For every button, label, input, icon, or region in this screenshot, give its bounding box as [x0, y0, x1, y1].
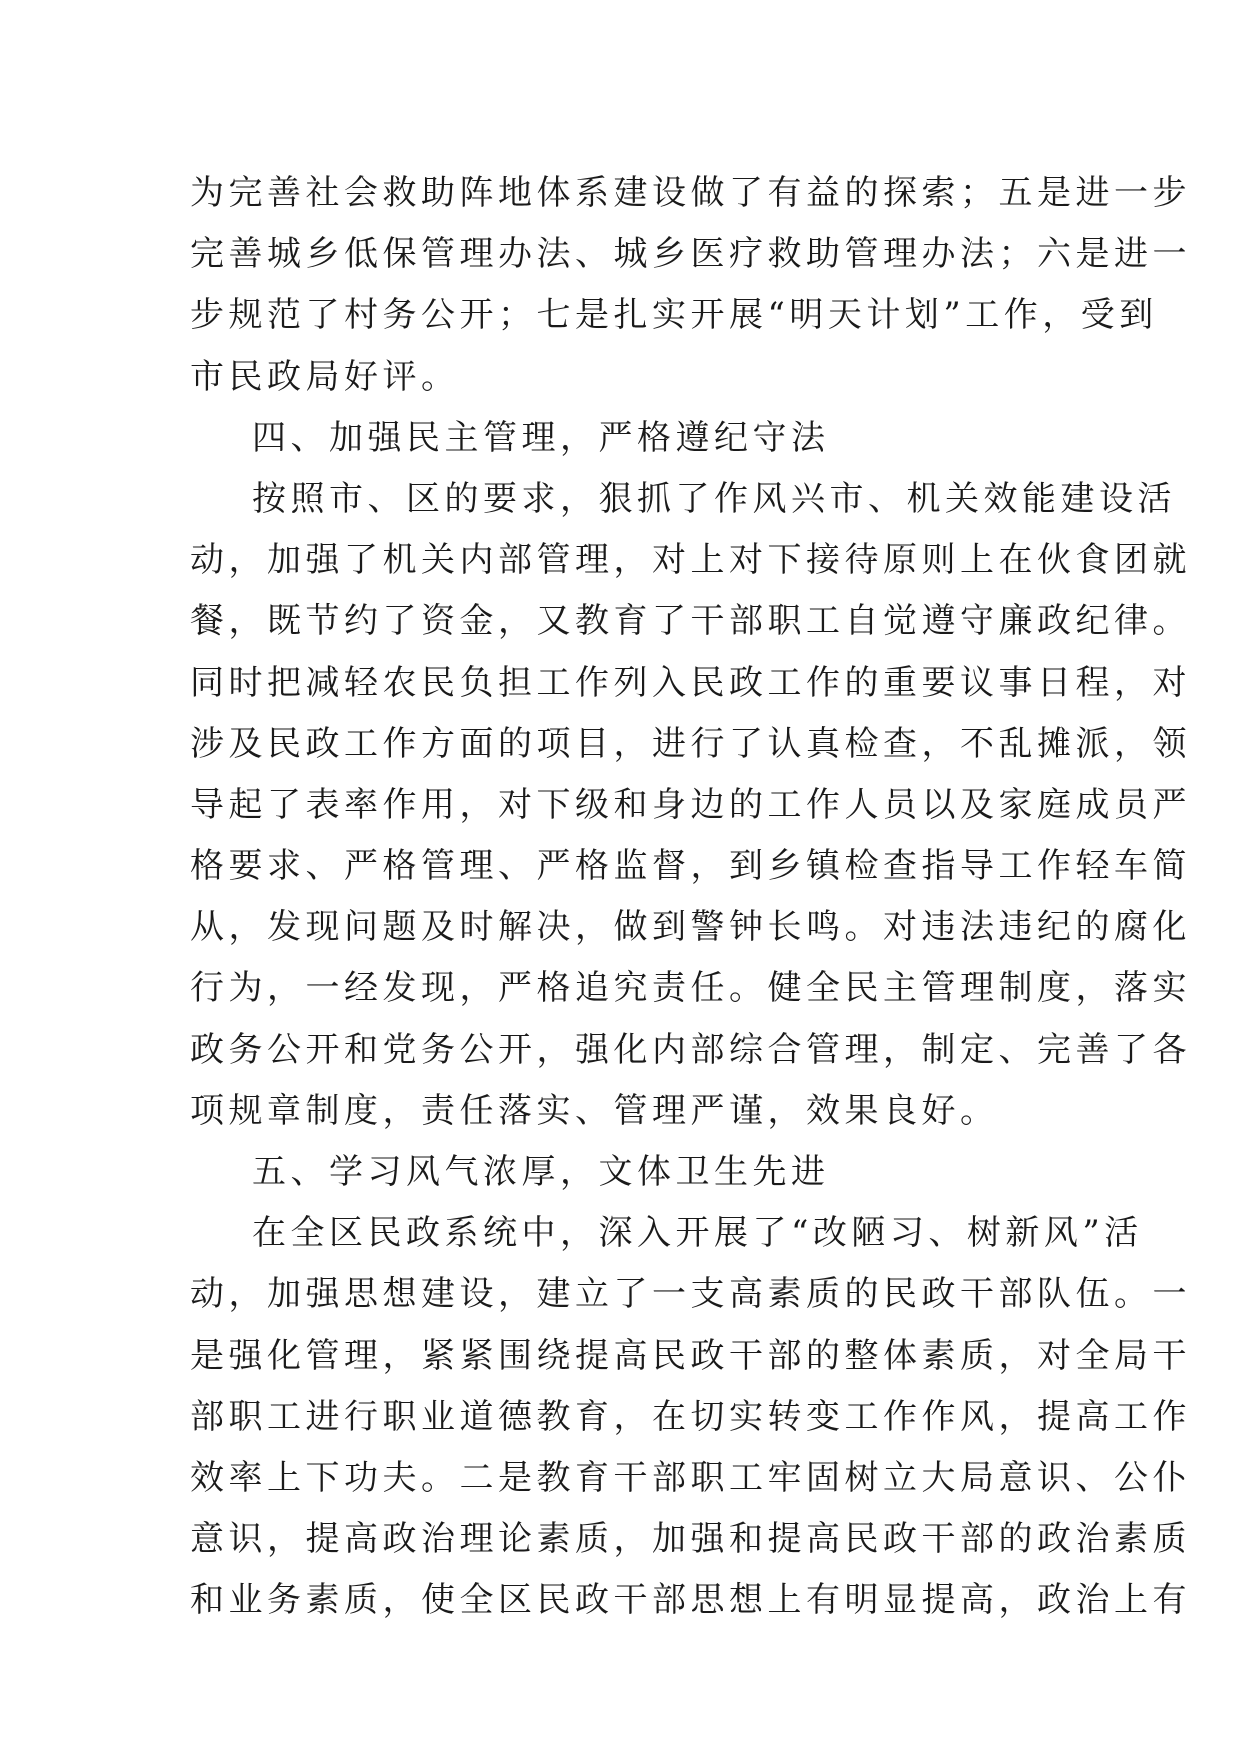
text-line: 项规章制度，责任落实、管理严谨，效果良好。 [190, 1090, 999, 1131]
text-line: 意识，提高政治理论素质，加强和提高民政干部的政治素质 [190, 1519, 1191, 1560]
text-line: 餐，既节约了资金，又教育了干部职工自觉遵守廉政纪律。 [190, 601, 1191, 642]
paragraph-start: 按照市、区的要求，狠抓了作风兴市、机关效能建设活 [252, 478, 1176, 519]
text-line: 同时把减轻农民负担工作列入民政工作的重要议事日程，对 [190, 662, 1191, 703]
text-line: 为完善社会救助阵地体系建设做了有益的探索；五是进一步 [190, 173, 1191, 213]
text-line: 导起了表率作用，对下级和身边的工作人员以及家庭成员严 [190, 784, 1191, 825]
text-line: 行为，一经发现，严格追究责任。健全民主管理制度，落实 [190, 968, 1191, 1009]
text-line: 从，发现问题及时解决，做到警钟长鸣。对违法违纪的腐化 [190, 907, 1191, 948]
text-line: 是强化管理，紧紧围绕提高民政干部的整体素质，对全局干 [190, 1335, 1191, 1376]
text-line: 涉及民政工作方面的项目，进行了认真检查，不乱摊派，领 [190, 723, 1191, 764]
body-text [190, 163, 1191, 1632]
text-line: 政务公开和党务公开，强化内部综合管理，制定、完善了各 [190, 1029, 1191, 1070]
text-line: 格要求、严格管理、严格监督，到乡镇检查指导工作轻车简 [190, 846, 1191, 887]
text-line: 市民政局好评。 [190, 356, 460, 397]
text-line: 和业务素质，使全区民政干部思想上有明显提高，政治上有 [190, 1580, 1191, 1621]
paragraph-start: 在全区民政系统中，深入开展了“改陋习、树新风”活 [252, 1213, 1143, 1254]
text-line: 步规范了村务公开；七是扎实开展“明天计划”工作，受到 [190, 295, 1158, 336]
text-line: 动，加强思想建设，建立了一支高素质的民政干部队伍。一 [190, 1274, 1191, 1315]
section-heading-5: 五、学习风气浓厚，文体卫生先进 [252, 1152, 830, 1192]
text-line: 动，加强了机关内部管理，对上对下接待原则上在伙食团就 [190, 540, 1191, 581]
text-line: 完善城乡低保管理办法、城乡医疗救助管理办法；六是进一 [190, 234, 1191, 275]
text-line: 效率上下功夫。二是教育干部职工牢固树立大局意识、公仆 [190, 1457, 1191, 1498]
text-line: 部职工进行职业道德教育，在切实转变工作作风，提高工作 [190, 1396, 1191, 1437]
section-heading-4: 四、加强民主管理，严格遵纪守法 [252, 417, 830, 458]
